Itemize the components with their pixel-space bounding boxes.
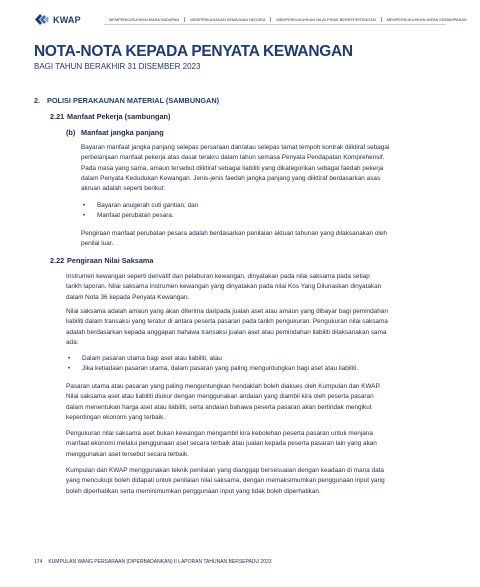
bullet-item xyxy=(83,201,199,211)
text-line: dalam menentukan harga aset atau liabiliti, serta andaian bahawa peserta pasaran akan bertindak mengikut xyxy=(66,403,372,411)
text-line: Bayaran manfaat jangka panjang selepas persaraan dan/atau selepas tamat tempoh kontrak diiktiraf sebagai xyxy=(81,144,390,151)
text-line: menggunakan aset tersebut secara terbaik. xyxy=(66,450,189,458)
text-line: dalam Penyata Kedudukan Kewangan. Jenis-jenis faedah jangka panjang yang diiktiraf berdasarkan asas xyxy=(81,174,381,182)
logo-wordmark: KWAP xyxy=(53,14,81,25)
page-header xyxy=(0,0,480,40)
subsection-title: Manfaat Pekerja (sambungan) xyxy=(67,112,171,121)
paragraph-fair-value-intro xyxy=(66,272,381,303)
nav-item-masa-hadapan[interactable]: MEMPERKUKUHKAN MASA HADAPAN xyxy=(104,17,185,22)
nav-item-impak-kemampanan[interactable]: MEMPERKUKUHKAN IMPAK KEMAMPANAN xyxy=(386,17,467,22)
paragraph-non-financial-assets xyxy=(66,429,377,460)
paragraph-long-term-benefits xyxy=(81,143,389,194)
subsection-2-21-heading xyxy=(50,112,170,121)
bullet-dot: • xyxy=(68,355,71,362)
section-heading xyxy=(34,96,219,105)
subsection-title: Pengiraan Nilai Saksama xyxy=(67,256,154,265)
nav-divider xyxy=(104,24,446,25)
text-line: tarikh laporan. Nilai saksama instrumen kewangan yang dinyatakan pada nilai Kos Yang Dilunaskan dinyatakan xyxy=(66,283,382,291)
bullet-dot: • xyxy=(68,365,71,372)
text-line: ada: xyxy=(66,338,79,346)
bullet-dot: • xyxy=(83,212,86,219)
nav-item-kemajuan-negara[interactable]: MEMPERKASAKAN KEMAJUAN NEGARA xyxy=(185,17,271,22)
text-line: penilai luar. xyxy=(81,240,114,248)
page-footer xyxy=(34,559,272,565)
bullet-text: Jika ketiadaan pasaran utama, dalam pasaran yang paling menguntungkan bagi aset atau liabiliti. xyxy=(82,365,359,372)
text-line: liabiliti dalam transaksi yang teratur di antara peserta pasaran pada tarikh pengukuran. Pengukuran nilai saksama xyxy=(66,318,388,326)
item-label: (b) xyxy=(66,128,76,137)
page-subtitle: BAGI TAHUN BERAKHIR 31 DISEMBER 2023 xyxy=(34,62,201,71)
text-line: Instrumen kewangan seperti derivatif dan pelaburan kewangan, dinyatakan pada nilai saksama pada setiap xyxy=(66,273,370,280)
text-line: Nilai saksama adalah amaun yang akan diterima daripada jualan aset atau amaun yang dibayar bagi pemindahan xyxy=(66,308,388,315)
text-line: yang mencukupi boleh didapati untuk penilaian nilai saksama, dengan memaksimumkan penggunaan input yang xyxy=(66,477,385,485)
text-line: boleh diperhatikan serta meminimumkan penggunaan input yang tidak boleh diperhatikan. xyxy=(66,487,321,495)
text-line: Pengiraan manfaat perubatan pesara adalah berdasarkan penilaian aktuari tahunan yang dilaksanakan oleh xyxy=(81,230,387,237)
text-line: Pada masa yang sama, amaun tersebut diiktiraf sebagai liabiliti yang dikategorikan sebagai faedah pekerja xyxy=(81,164,384,172)
bullet-item xyxy=(68,364,359,374)
nav-item-nilai-pihak[interactable]: MEMPERKUKUHKAN NILAI PIHAK BERKEPENTINGAN xyxy=(271,17,381,22)
bullet-item xyxy=(83,211,174,221)
paragraph-principal-market xyxy=(66,382,381,423)
text-line: kepentingan ekonomi yang terbaik. xyxy=(66,413,166,421)
text-line: dalam Nota 36 kepada Penyata Kewangan. xyxy=(66,293,190,301)
page-title: NOTA-NOTA KEPADA PENYATA KEWANGAN xyxy=(34,43,353,60)
subsection-number: 2.21 xyxy=(50,112,65,121)
text-line: adalah berdasarkan kepada anggapan bahawa transaksi jualan aset atau pemindahan liabiliti dilaksanakan sama xyxy=(66,328,387,336)
bullet-item xyxy=(68,354,222,364)
item-title: Manfaat jangka panjang xyxy=(81,128,164,137)
kwap-logo[interactable] xyxy=(34,13,81,26)
section-number: 2. xyxy=(34,96,41,105)
text-line: Pasaran utama atau pasaran yang paling menguntungkan hendaklah boleh diakses oleh Kumpulan dan KWAP. xyxy=(66,383,381,390)
text-line: Nilai saksama aset atau liabiliti diukur dengan menggunakan andaian yang diambil kira oleh peserta pasaran xyxy=(66,393,374,401)
text-line: akruan adalah seperti berikut: xyxy=(81,185,166,193)
paragraph-fair-value-definition xyxy=(66,307,388,348)
subsection-2-22-heading xyxy=(50,256,153,265)
kwap-emblem-icon xyxy=(34,13,50,26)
bullet-text: Manfaat perubatan pesara. xyxy=(97,212,174,219)
paragraph-retiree-medical xyxy=(81,229,387,250)
bullet-text: Bayaran anugerah cuti gantian; dan xyxy=(97,202,199,209)
section-title: POLISI PERAKAUNAN MATERIAL (SAMBUNGAN) xyxy=(47,96,220,105)
bullet-dot: • xyxy=(83,202,86,209)
text-line: perbelanjaan manfaat pekerja atas dasar terakru dalam tahun semasa Penyata Pendapatan Komprehensif. xyxy=(81,154,385,162)
subsection-number: 2.22 xyxy=(50,256,65,265)
bullet-text: Dalam pasaran utama bagi aset atau liabiliti, atau xyxy=(82,355,222,362)
top-navigation xyxy=(104,17,472,22)
text-line: Pengukuran nilai saksama aset bukan kewangan mengambil kira kebolehan peserta pasaran untuk menjana xyxy=(66,430,373,437)
item-b-heading xyxy=(66,128,164,137)
footer-text: KUMPULAN WANG PERSARAAN (DIPERBADANKAN) II LAPORAN TAHUNAN BERSEPADU 2023 xyxy=(48,559,272,565)
text-line: manfaat ekonomi melalui penggunaan aset secara terbaik atau jualan kepada peserta pasaran lain yang akan xyxy=(66,440,377,448)
text-line: Kumpulan dan KWAP menggunakan teknik penilaian yang dianggap bersesuaian dengan keadaan di mana data xyxy=(66,467,384,474)
paragraph-valuation-techniques xyxy=(66,466,385,497)
page-number: 174 xyxy=(34,559,43,565)
